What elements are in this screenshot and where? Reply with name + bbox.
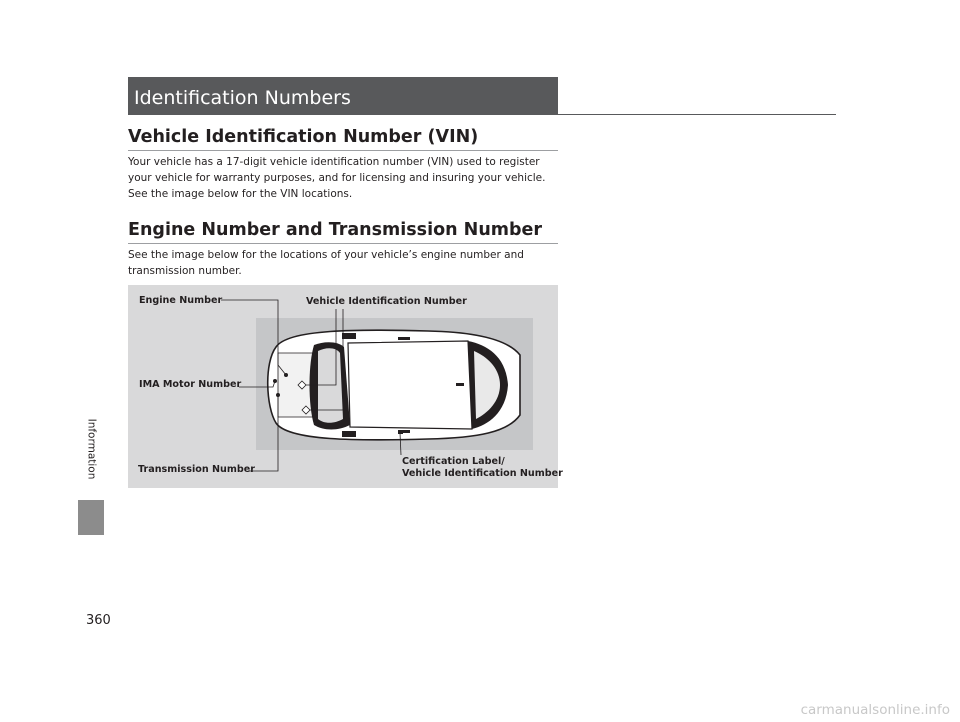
vin-heading-rule [128,150,558,151]
engine-heading-rule [128,243,558,244]
ima-motor-number-label: IMA Motor Number [139,379,242,390]
cert-label-line2: Vehicle Identification Number [402,468,563,479]
right-mirror [342,431,356,437]
section-tab-label [84,404,98,494]
vin-heading: Vehicle Identification Number (VIN) [128,127,479,147]
left-mirror [342,333,356,339]
transmission-number-label: Transmission Number [138,464,255,475]
vehicle-top-view-figure [128,285,563,488]
section-tab-marker [78,500,104,535]
antenna [456,383,464,386]
vin-body: Your vehicle has a 17-digit vehicle identification number (VIN) used to register your vehicle for warranty purposes, and for licensing and insuring your vehicle. See the image below for the VIN locations. [128,156,546,201]
page-title: Identification Numbers [134,87,351,109]
section-tab-text: Information [85,418,97,480]
dashboard [318,348,343,423]
engine-heading: Engine Number and Transmission Number [128,220,543,240]
engine-number-label: Engine Number [139,295,223,306]
page-number: 360 [86,613,111,628]
watermark: carmanualsonline.info [800,702,950,718]
cabin-roof [348,341,472,429]
engine-body: See the image below for the locations of your vehicle’s engine number and transmission number. [128,249,524,278]
title-banner-rule [558,114,836,115]
door-handle [398,337,410,340]
cert-label-line1: Certification Label/ [402,456,505,467]
vin-label: Vehicle Identification Number [306,296,467,307]
